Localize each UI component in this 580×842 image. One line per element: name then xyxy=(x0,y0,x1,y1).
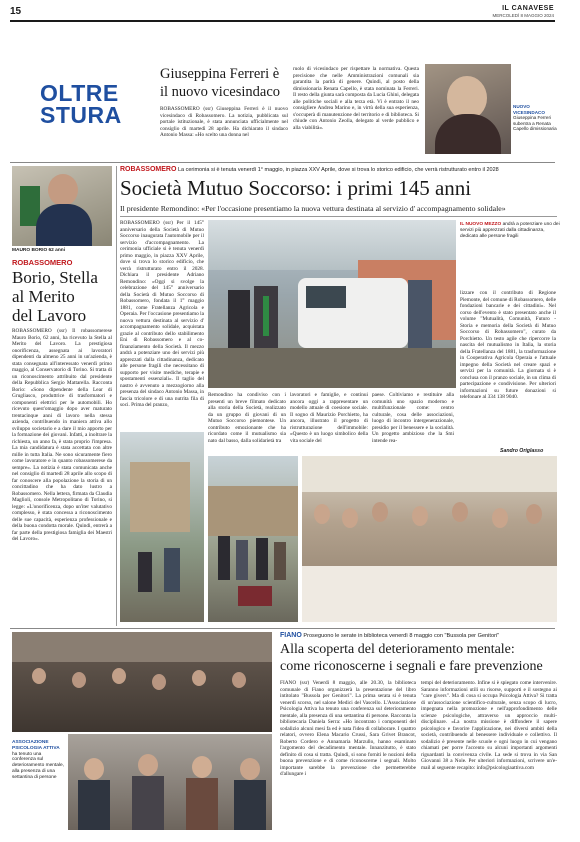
fiano-headline-2: come riconoscerne i segnali e fare prevenzione xyxy=(280,659,543,674)
mutuo-body-col1: ROBASSOMERO (ssr) Per il 145° anniversario della Società di Mutuo Soccorso inaugurata l'automobile per il servizio d'accompagnamento. La cerimonia ufficiale si è tenuta venerdì primo maggio, in piazza XXV Aprile, dove si trova lo storico edificio, che verrà ristrutturato entro il 2028. Dichiara il presidente Adriano Remondino: «Oggi si svolge la celebrazione del 145° anniversario della Società di Mutuo Soccorso di Robassomero, fondata il 1° maggio 1881, come Fratellanza Agricola e Operaia. Per l'occasione presentiamo la nuova vettura destinata al servizio d' accompagnamento solidale, acquistata grazie al contributo dello stabilimento Eni di Robassomero e al co-finanziamento della Società. Il mezzo andrà a potenziare uno dei servizi più apprezzati dalla cittadinanza, dedicato alle persone fragili che necessitano di supporto per visite mediche, terapie e spostamenti essenziali». Il taglio del nastro è avvenuto a mezzogiorno alla presenza del sindaco Antonio Massa, in fascia tricolore e di una nutrita fila di soci. Prima del pranzo, xyxy=(120,220,204,408)
paper-date: MERCOLEDÌ 8 MAGGIO 2024 xyxy=(492,13,554,18)
borio-headline-1: Borio, Stella xyxy=(12,268,98,287)
ferreri-caption-title: NUOVO VICESINDACO xyxy=(513,104,545,115)
fiano-photo-speakers xyxy=(68,734,272,830)
header-rule xyxy=(10,20,555,22)
fiano-headline-1: Alla scoperta del deterioramento mentale: xyxy=(280,642,515,657)
borio-headline-3: del Lavoro xyxy=(12,306,87,325)
mutuo-main-photo xyxy=(208,220,456,388)
ferreri-body-col2: ruolo di vicesindaco per rispettare la normativa. Questa precisione che nelle Amministrazioni comunali sia garantita la parità di genere. Quindi, al posto della dimissionaria Renata Capello, è stata nominata la Ferreri. Il resto della giunta sarà composta da Lucia Ghini, delegata alle politiche sociali e alla terza età. Vi è entrato il neo consigliere Andrea Marino e, in virtù della sua esperienza, s'occuperà di manutenzione del territorio e di biblioteca. Si chiude con Antonio Zeolla, delegato al verde pubblico e alla viabilità». xyxy=(293,66,419,131)
section-label-line1: OLTRE xyxy=(40,80,119,106)
borio-photo xyxy=(12,166,112,246)
ferreri-caption xyxy=(513,104,559,132)
mutuo-photo-ceremony xyxy=(208,456,298,622)
mutuo-caption-text: andrà a potenziare uno dei servizi più apprezzati dalla cittadinanza, dedicato alle persone fragili xyxy=(460,222,560,239)
mutuo-headline: Società Mutuo Soccorso: i primi 145 anni xyxy=(120,176,472,200)
borio-body: ROBASSOMERO (ssr) Il robassomerese Mauro Borio, 62 anni, ha ricevuto la Stella al Merito del Lavoro. La prestigiosa onorificenza, assegnata ai lavoratori dipendenti da almeno 25 anni in un'azienda, è stata consegnata all'interessato venerdì primo maggio, al Conservatorio di Torino. Si tratta di un riconoscimento attribuito dal presidente della Repubblica Sergio Mattarella. Racconta Borio: «Sono dipendente della Lear di Grugliasco, produttrice di trasformatori e componenti elettrici per le automobili. Ho ricevuto quest'omaggio dopo aver maturato trentacinque anni di lavoro nella stessa azienda, contribuendo in maniera attiva allo sviluppo societario e a dare il mio apporto per la formazione dei giovani. Infatti, a inoltrare la richiesta, un anno fa, è stata proprio l'impresa. La mia candidatura è stata accettata con altre mille in tutta Italia. Ne sono sicuramente fiero come lavoratore e in quanto robassomerese da sempre». La notizia è stata comunicata anche nel consiglio di martedì 28 aprile allo scopo di far conoscere alla popolazione la storia di un concittadino che ha dato lustro a Robassomero. Nella lettera, firmata da Claudia Maglioli, console Metropolitano di Torino, si legge: «L'onorificenza, dopo un'iter valutativo complesso, è stata concessa a riconoscimento delle sue capacità, esperienza professionale e della buona condotta morale. Quindi, entrerà a far parte della prestigiosa famiglia dei Maestri del Lavoro». xyxy=(12,328,112,542)
fiano-body-col1: FIANO (ssr) Venerdì 8 maggio, alle 20.30, la biblioteca comunale di Fiano organizzerà la presentazione del libro intitolato "Bussola per Genitori". La prima serata si è tenuta venerdì scorso, nel salone Medici del Vascello. L'Associazione Psicologia Attiva ha tenuto una conferenza sul deterioramento mentale, alla presenza di una settantina di persone. Racconta la bibliotecaria Daniela Serra: «Ho incontrato i componenti del sodalizio alcuni mesi fa ed è nata l'idea di collaborare. I quattro relatori, ovvero Elena Macario Crussi, Sara Grivet Brancot, Roberto Cordero e Annamaria Marzullo, hanno esaminato l'argomento del decadimento mentale. Innanzitutto, è stato definito di cosa si tratta. Quindi, si sono forniti le nozioni della buona prevenzione e di come riconoscerne i segnali. Molto importante sarebbe la prevenzione che permetterebbe d'allungare i xyxy=(280,680,416,777)
mutuo-kicker-text: La cerimonia si è tenuta venerdì 1° maggio, in piazza XXV Aprile, dove si trova lo storico edificio, che verrà ristrutturato entro il 2028 xyxy=(177,167,499,173)
mutuo-body-col5: lizzare con il contributo di Regione Piemonte, del comune di Robassomero, delle fondazioni bancarie e dei cittadini». Nel corso dell'evento è stato presentato anche il volume "Mutualità, Comunità, Futuro - Storia e memoria della Società di Mutuo Soccorso di Robassomero", curato da Porchietto. Un testo agile che ripercorre la nascita del mutualismo in Italia, la storia della Fratellanza del 1881, la trasformazione in Cooperativa Agricola Operaia e l'attuale impegno della Società nel creare spazi e servizi per la comunità. La giornata si è conclusa con il pranzo sociale, in un clima di partecipazione e condivisione. Per ulteriori informazioni su future donazioni si telefonare al 334 138 9040. xyxy=(460,290,556,400)
mutuo-photo-caption xyxy=(460,222,560,239)
fiano-kicker xyxy=(280,632,560,640)
mutuo-body-col3: lavoratori e famiglie, e continui ancora oggi a rappresentare un modello attuale di coesione sociale. Il sogno di Maurizio Porchietto, ha ancora, illustrato il progetto di ristrutturazione dell'immobile: «Questo è un luogo simbolico della vita sociale del xyxy=(290,392,368,444)
mutuo-kicker xyxy=(120,166,560,174)
mutuo-byline: Sandro Origlasso xyxy=(500,448,544,454)
mutuo-kicker-place: ROBASSOMERO xyxy=(120,166,177,173)
borio-headline-2: al Merito xyxy=(12,287,75,306)
borio-photo-caption: MAURO BORIO 62 anni xyxy=(12,248,66,253)
fiano-body-col2: tempi del deterioramento. Infine si è spiegato come intervenire. Saranno informazioni utili su risorse, supporti e il sostegno ai "care givers". Ma di cosa si occupa Psicologia Attiva? Si tratta di un'associazione scientifico-culturale, senza scopo di lucro, impegnata nella promozione e nell'approfondimento delle scienze psicologiche, attraverso un approccio multi-disciplinare. «La nostra missione è diffondere il sapere psicologico e favorire l'applicazione, nei diversi ambiti della società, contribuendo al benessere individuale e collettivo. Il sodalizio è presente nelle scuole e ogni luogo in cui vengano chiamati per porre l'accento su alcuni importanti argomenti riguardanti la convivenza civile. La sede si trova in via San Giovanni 38 a Nole. Per ulteriori informazioni, scrivere un'e-mail al seguente recapito: info@psicologiaattiva.com xyxy=(421,680,557,771)
mutuo-body-col4: paese. Coltiviamo e restituire alla comunità uno spazio moderno e multifunzionale come: centro culturale, cosa delle associazioni, luogo di incontro intergenerazionale, presidio per il benessere e la socialità. Un progetto ambizioso che la Smi intende rea- xyxy=(372,392,454,444)
mutuo-subhead: Il presidente Remondino: «Per l'occasione presentiamo la nuova vettura destinata al servizio d' accompagnamento solidale» xyxy=(120,204,506,213)
top-block-rule xyxy=(10,162,555,163)
fiano-kicker-text: Proseguono le serate in biblioteca venerdì 8 maggio con "Bussola per Genitori" xyxy=(303,633,500,639)
mutuo-photo-lunch xyxy=(302,456,557,622)
fiano-top-rule xyxy=(10,628,555,629)
mutuo-caption-title: IL NUOVO MEZZO xyxy=(460,222,502,227)
column-divider xyxy=(116,166,117,626)
mutuo-body-col2: Remondino ha condiviso con i presenti un breve filmato dedicato alla storia della Società, realizzato da un gruppo di giovani di un Mutuo Soccorso piemontese. Un contributo emozionante che ha ricordato come il mutualismo sia nato dal basso, dalla solidarietà tra xyxy=(208,392,286,444)
fiano-photo-audience xyxy=(12,632,272,732)
ferreri-caption-text: Giuseppina Ferreri subentra a Renata Capello dimissionaria xyxy=(513,115,557,132)
page-number: 15 xyxy=(10,6,22,17)
paper-name: IL CANAVESE xyxy=(502,5,554,12)
borio-kicker: ROBASSOMERO xyxy=(12,258,73,267)
mutuo-photo-street xyxy=(120,432,204,622)
ferreri-headline-1: Giuseppina Ferreri è xyxy=(160,66,280,82)
mutuo-rule xyxy=(120,216,557,217)
ferreri-body-col1: ROBASSOMERO (ssr) Giuseppina Ferreri è il nuovo vicesindaco di Robassomero. La notizia, pubblicata sul portale istituzionale, è stata annunciata ufficialmente nel consiglio di martedì 28 aprile. Ha dichiarato il sindaco Antonio Massa: «Ho scelto una donna nel xyxy=(160,106,288,138)
section-label-line2: STURA xyxy=(40,102,122,128)
fiano-kicker-place: FIANO xyxy=(280,632,302,639)
ferreri-headline-2: il nuovo vicesindaco xyxy=(160,84,281,100)
fiano-caption-text: ha tenuto una conferenza sul deterioramento mentale, alla presenza di una settantina di persone xyxy=(12,751,64,780)
ferreri-photo xyxy=(425,64,511,154)
fiano-photo-caption xyxy=(12,740,66,781)
fiano-caption-title: ASSOCIAZIONE PSICOLOGIA ATTIVA xyxy=(12,740,60,751)
